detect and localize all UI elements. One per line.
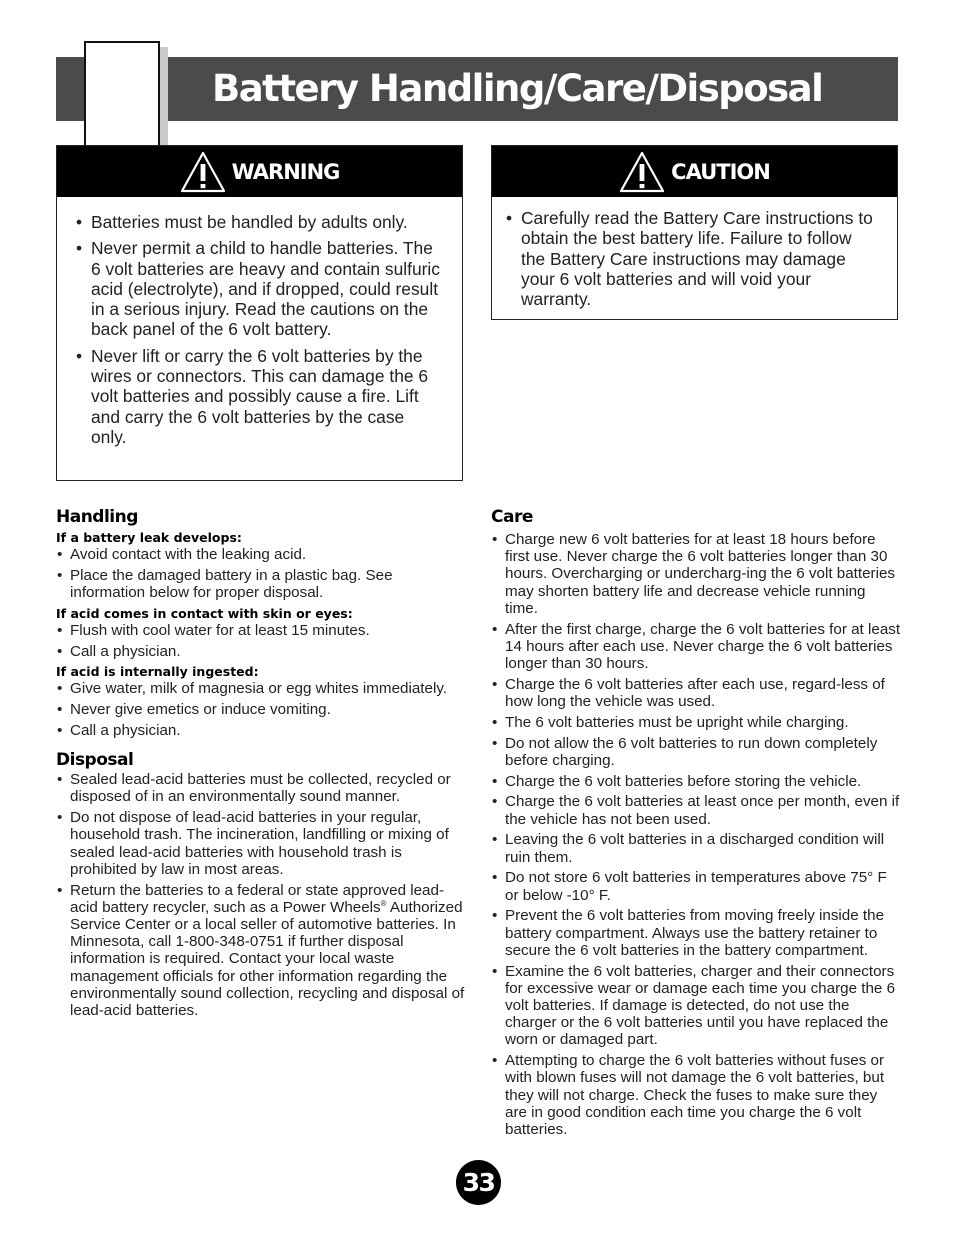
registered-mark: ® — [380, 898, 387, 908]
list-item: • The 6 volt batteries must be upright while charging. — [491, 714, 901, 731]
list-item: • Give water, milk of magnesia or egg whites immediately. — [56, 680, 466, 697]
list-item: • Prevent the 6 volt batteries from moving freely inside the battery compartment. Always use the battery retainer to secure the 6 volt batteries in the battery compartment. — [491, 907, 901, 959]
list-item: • Attempting to charge the 6 volt batteries without fuses or with blown fuses will not damage the 6 volt batteries, but they will not charge. Check the fuses to make sure they are in good condition each time you charge the 6 volt batteries. — [491, 1052, 901, 1138]
skin-list — [56, 622, 466, 660]
care-heading: Care — [491, 507, 533, 527]
list-item: • Call a physician. — [56, 722, 466, 739]
list-item: • Never lift or carry the 6 volt batteries by the wires or connectors. This can damage the 6 volt batteries and possibly cause a fire. Lift and carry the 6 volt batteries by the case only. — [76, 346, 442, 447]
disposal-list — [56, 771, 466, 1019]
right-column — [491, 506, 901, 1142]
list-item: • Place the damaged battery in a plastic bag. See information below for proper disposal. — [56, 567, 466, 601]
list-item: • Charge the 6 volt batteries after each use, regard-less of how long the vehicle was used. — [491, 676, 901, 710]
warning-header — [57, 146, 462, 197]
page-title: Battery Handling/Care/Disposal — [212, 67, 823, 110]
caution-header — [492, 146, 897, 197]
caution-list — [492, 197, 897, 309]
warning-list — [57, 197, 462, 447]
caution-label: CAUTION — [671, 159, 770, 184]
disposal-item3-end: Authorized Service Center or a local seller of automotive batteries. In Minnesota, call 1-800-348-0751 if further disposal information is required. Contact your local waste management officials for other information regarding the environmentally sound collection, recycling and disposal of lead-acid batteries. — [70, 898, 465, 1020]
caution-triangle-icon — [619, 151, 665, 193]
caution-box — [491, 145, 898, 320]
list-item — [56, 882, 466, 1020]
page-number: 33 — [456, 1160, 501, 1205]
title-box — [84, 41, 160, 150]
left-column — [56, 506, 466, 1023]
list-item: • Charge the 6 volt batteries before storing the vehicle. — [491, 773, 901, 790]
list-item: • Flush with cool water for at least 15 minutes. — [56, 622, 466, 639]
list-item: • Do not store 6 volt batteries in temperatures above 75° F or below -10° F. — [491, 869, 901, 903]
list-item: • Do not dispose of lead-acid batteries in your regular, household trash. The incineration, landfilling or mixing of sealed lead-acid batteries with household trash is prohibited by law in most areas. — [56, 809, 466, 878]
list-item: • After the first charge, charge the 6 volt batteries for at least 14 hours after each use. Never charge the 6 volt batteries longer than 30 hours. — [491, 621, 901, 673]
list-item: • Leaving the 6 volt batteries in a discharged condition will ruin them. — [491, 831, 901, 865]
care-list — [491, 531, 901, 1138]
warning-label: WARNING — [231, 159, 340, 184]
warning-triangle-icon — [180, 151, 226, 193]
list-item: • Carefully read the Battery Care instructions to obtain the best battery life. Failure to follow the Battery Care instructions may damage your 6 volt batteries and will void your warranty. — [506, 208, 879, 309]
handling-heading: Handling — [56, 507, 138, 527]
warning-box — [56, 145, 463, 481]
ingested-list — [56, 680, 466, 739]
leak-subheading: If a battery leak develops: — [56, 530, 242, 545]
list-item: • Charge the 6 volt batteries at least once per month, even if the vehicle has not been used. — [491, 793, 901, 827]
list-item: • Examine the 6 volt batteries, charger and their connectors for excessive wear or damage each time you charge the 6 volt batteries. If damage is detected, do not use the charger or the 6 volt batteries until you have replaced the worn or damaged part. — [491, 963, 901, 1049]
skin-subheading: If acid comes in contact with skin or eyes: — [56, 605, 353, 621]
list-item: • Never give emetics or induce vomiting. — [56, 701, 466, 718]
ingested-subheading: If acid is internally ingested: — [56, 664, 259, 680]
list-item: • Avoid contact with the leaking acid. — [56, 546, 466, 563]
list-item: • Never permit a child to handle batteries. The 6 volt batteries are heavy and contain sulfuric acid (electrolyte), and if dropped, could result in a serious injury. Read the cautions on the back panel of the 6 volt battery. — [76, 238, 442, 339]
leak-list — [56, 546, 466, 601]
list-item: • Charge new 6 volt batteries for at least 18 hours before first use. Never charge the 6 volt batteries longer than 30 hours. Overcharging or undercharg-ing the 6 volt batteries may shorten battery life and decrease vehicle running time. — [491, 531, 901, 617]
list-item: • Batteries must be handled by adults only. — [76, 212, 442, 232]
disposal-item3-start: Return the batteries to a federal or state approved lead-acid battery recycler, such as a Power Wheels — [70, 881, 445, 916]
list-item: • Do not allow the 6 volt batteries to run down completely before charging. — [491, 735, 901, 769]
disposal-heading: Disposal — [56, 750, 134, 771]
list-item: • Sealed lead-acid batteries must be collected, recycled or disposed of in an environmentally sound manner. — [56, 771, 466, 805]
list-item: • Call a physician. — [56, 643, 466, 660]
